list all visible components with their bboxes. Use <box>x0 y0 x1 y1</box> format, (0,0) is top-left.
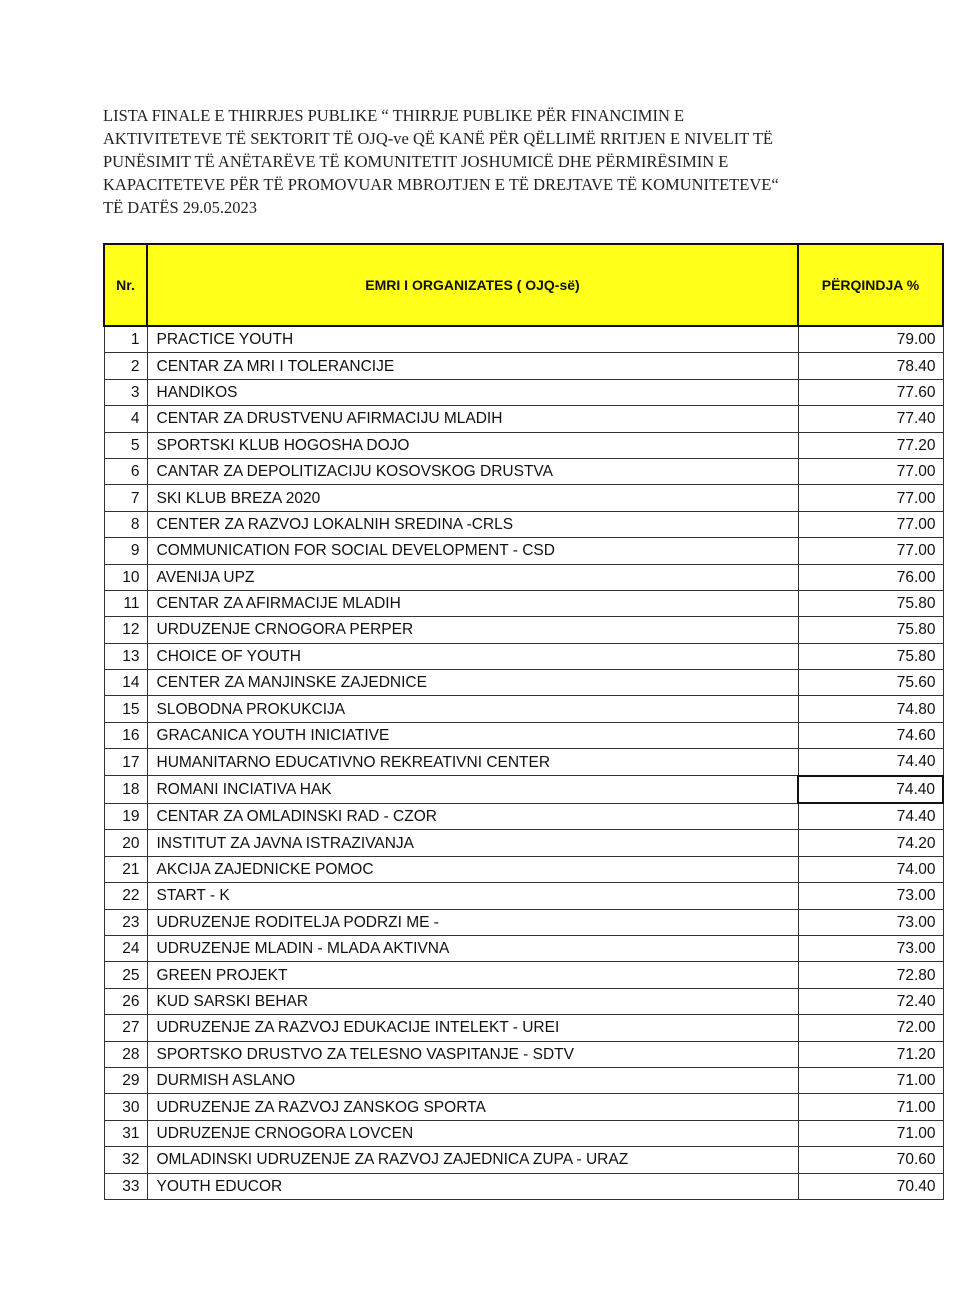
table-row <box>104 353 943 379</box>
percentage-value: 70.60 <box>798 1147 943 1173</box>
percentage-value: 73.00 <box>798 883 943 909</box>
table-row <box>104 564 943 590</box>
percentage-value: 77.20 <box>798 432 943 458</box>
table-row <box>104 962 943 988</box>
organization-name: CANTAR ZA DEPOLITIZACIJU KOSOVSKOG DRUSTVA <box>147 458 798 484</box>
row-number: 17 <box>104 749 147 776</box>
percentage-value: 74.20 <box>798 830 943 856</box>
table-row <box>104 909 943 935</box>
title-line: TË DATËS 29.05.2023 <box>103 198 257 217</box>
table-row <box>104 590 943 616</box>
results-table <box>103 243 944 1200</box>
organization-name: UDRUZENJE MLADIN - MLADA AKTIVNA <box>147 935 798 961</box>
document-title <box>103 104 903 219</box>
percentage-value: 74.00 <box>798 856 943 882</box>
organization-name: PRACTICE YOUTH <box>147 326 798 353</box>
organization-name: SPORTSKI KLUB HOGOSHA DOJO <box>147 432 798 458</box>
table-body <box>104 326 943 1199</box>
percentage-value: 77.40 <box>798 406 943 432</box>
title-line: AKTIVITETEVE TË SEKTORIT TË OJQ-ve QË KANË PËR QËLLIMË RRITJEN E NIVELIT TË <box>103 129 773 148</box>
organization-name: GREEN PROJEKT <box>147 962 798 988</box>
organization-name: GRACANICA YOUTH INICIATIVE <box>147 722 798 748</box>
organization-name: URDUZENJE CRNOGORA PERPER <box>147 617 798 643</box>
table-row <box>104 1015 943 1041</box>
organization-name: YOUTH EDUCOR <box>147 1173 798 1199</box>
table-header-row <box>104 244 943 326</box>
row-number: 1 <box>104 326 147 353</box>
organization-name: CENTAR ZA OMLADINSKI RAD - CZOR <box>147 803 798 830</box>
percentage-value: 75.80 <box>798 643 943 669</box>
table-row <box>104 1147 943 1173</box>
percentage-value: 77.00 <box>798 538 943 564</box>
percentage-value: 74.60 <box>798 722 943 748</box>
organization-name: UDRUZENJE RODITELJA PODRZI ME - <box>147 909 798 935</box>
row-number: 16 <box>104 722 147 748</box>
organization-name: CENTAR ZA DRUSTVENU AFIRMACIJU MLADIH <box>147 406 798 432</box>
row-number: 13 <box>104 643 147 669</box>
row-number: 18 <box>104 776 147 803</box>
organization-name: INSTITUT ZA JAVNA ISTRAZIVANJA <box>147 830 798 856</box>
organization-name: AKCIJA ZAJEDNICKE POMOC <box>147 856 798 882</box>
row-number: 9 <box>104 538 147 564</box>
organization-name: UDRUZENJE ZA RAZVOJ ZANSKOG SPORTA <box>147 1094 798 1120</box>
table-row <box>104 379 943 405</box>
row-number: 8 <box>104 511 147 537</box>
table-row <box>104 458 943 484</box>
table-row <box>104 988 943 1014</box>
organization-name: UDRUZENJE ZA RAZVOJ EDUKACIJE INTELEKT - UREI <box>147 1015 798 1041</box>
organization-name: OMLADINSKI UDRUZENJE ZA RAZVOJ ZAJEDNICA ZUPA - URAZ <box>147 1147 798 1173</box>
row-number: 19 <box>104 803 147 830</box>
percentage-value: 72.00 <box>798 1015 943 1041</box>
percentage-value: 72.40 <box>798 988 943 1014</box>
row-number: 4 <box>104 406 147 432</box>
table-row <box>104 643 943 669</box>
organization-name: CENTER ZA MANJINSKE ZAJEDNICE <box>147 670 798 696</box>
organization-name: COMMUNICATION FOR SOCIAL DEVELOPMENT - CSD <box>147 538 798 564</box>
row-number: 26 <box>104 988 147 1014</box>
organization-name: HANDIKOS <box>147 379 798 405</box>
row-number: 2 <box>104 353 147 379</box>
table-row <box>104 485 943 511</box>
organization-name: KUD SARSKI BEHAR <box>147 988 798 1014</box>
percentage-value: 75.80 <box>798 590 943 616</box>
percentage-value: 70.40 <box>798 1173 943 1199</box>
organization-name: SKI KLUB BREZA 2020 <box>147 485 798 511</box>
table-row <box>104 856 943 882</box>
table-row <box>104 617 943 643</box>
percentage-value: 74.40 <box>798 776 943 803</box>
organization-name: AVENIJA UPZ <box>147 564 798 590</box>
table-row <box>104 538 943 564</box>
row-number: 10 <box>104 564 147 590</box>
row-number: 27 <box>104 1015 147 1041</box>
organization-name: CENTAR ZA AFIRMACIJE MLADIH <box>147 590 798 616</box>
row-number: 24 <box>104 935 147 961</box>
table-row <box>104 670 943 696</box>
table-row <box>104 1041 943 1067</box>
percentage-value: 77.00 <box>798 485 943 511</box>
percentage-value: 77.60 <box>798 379 943 405</box>
percentage-value: 73.00 <box>798 935 943 961</box>
row-number: 20 <box>104 830 147 856</box>
percentage-value: 71.20 <box>798 1041 943 1067</box>
row-number: 31 <box>104 1120 147 1146</box>
row-number: 7 <box>104 485 147 511</box>
header-nr: Nr. <box>104 244 147 326</box>
organization-name: SLOBODNA PROKUKCIJA <box>147 696 798 722</box>
row-number: 5 <box>104 432 147 458</box>
percentage-value: 77.00 <box>798 511 943 537</box>
percentage-value: 75.80 <box>798 617 943 643</box>
table-row <box>104 935 943 961</box>
title-line: KAPACITETEVE PËR TË PROMOVUAR MBROJTJEN E TË DREJTAVE TË KOMUNITETEVE“ <box>103 175 779 194</box>
organization-name: SPORTSKO DRUSTVO ZA TELESNO VASPITANJE - SDTV <box>147 1041 798 1067</box>
percentage-value: 73.00 <box>798 909 943 935</box>
row-number: 11 <box>104 590 147 616</box>
organization-name: HUMANITARNO EDUCATIVNO REKREATIVNI CENTER <box>147 749 798 776</box>
table-row <box>104 749 943 776</box>
percentage-value: 79.00 <box>798 326 943 353</box>
row-number: 30 <box>104 1094 147 1120</box>
header-organization-name: EMRI I ORGANIZATES ( OJQ-së) <box>147 244 798 326</box>
row-number: 32 <box>104 1147 147 1173</box>
table-row <box>104 776 943 803</box>
percentage-value: 72.80 <box>798 962 943 988</box>
row-number: 33 <box>104 1173 147 1199</box>
table-row <box>104 326 943 353</box>
row-number: 14 <box>104 670 147 696</box>
table-row <box>104 1173 943 1199</box>
row-number: 3 <box>104 379 147 405</box>
percentage-value: 71.00 <box>798 1067 943 1093</box>
percentage-value: 74.40 <box>798 803 943 830</box>
organization-name: START - K <box>147 883 798 909</box>
table-row <box>104 883 943 909</box>
table-row <box>104 830 943 856</box>
title-line: LISTA FINALE E THIRRJES PUBLIKE “ THIRRJE PUBLIKE PËR FINANCIMIN E <box>103 106 685 125</box>
row-number: 28 <box>104 1041 147 1067</box>
row-number: 6 <box>104 458 147 484</box>
row-number: 21 <box>104 856 147 882</box>
percentage-value: 71.00 <box>798 1094 943 1120</box>
row-number: 25 <box>104 962 147 988</box>
row-number: 15 <box>104 696 147 722</box>
row-number: 12 <box>104 617 147 643</box>
percentage-value: 71.00 <box>798 1120 943 1146</box>
table-row <box>104 696 943 722</box>
organization-name: CENTAR ZA MRI I TOLERANCIJE <box>147 353 798 379</box>
row-number: 29 <box>104 1067 147 1093</box>
title-line: PUNËSIMIT TË ANËTARËVE TË KOMUNITETIT JOSHUMICË DHE PËRMIRËSIMIN E <box>103 152 729 171</box>
table-row <box>104 511 943 537</box>
organization-name: UDRUZENJE CRNOGORA LOVCEN <box>147 1120 798 1146</box>
row-number: 22 <box>104 883 147 909</box>
percentage-value: 74.40 <box>798 749 943 776</box>
organization-name: ROMANI INCIATIVA HAK <box>147 776 798 803</box>
organization-name: CHOICE OF YOUTH <box>147 643 798 669</box>
table-row <box>104 432 943 458</box>
organization-name: CENTER ZA RAZVOJ LOKALNIH SREDINA -CRLS <box>147 511 798 537</box>
row-number: 23 <box>104 909 147 935</box>
table-row <box>104 1120 943 1146</box>
organization-name: DURMISH ASLANO <box>147 1067 798 1093</box>
percentage-value: 75.60 <box>798 670 943 696</box>
percentage-value: 78.40 <box>798 353 943 379</box>
table-row <box>104 1067 943 1093</box>
table-row <box>104 803 943 830</box>
header-percentage: PËRQINDJA % <box>798 244 943 326</box>
percentage-value: 77.00 <box>798 458 943 484</box>
table-row <box>104 406 943 432</box>
percentage-value: 76.00 <box>798 564 943 590</box>
table-row <box>104 722 943 748</box>
percentage-value: 74.80 <box>798 696 943 722</box>
table-row <box>104 1094 943 1120</box>
